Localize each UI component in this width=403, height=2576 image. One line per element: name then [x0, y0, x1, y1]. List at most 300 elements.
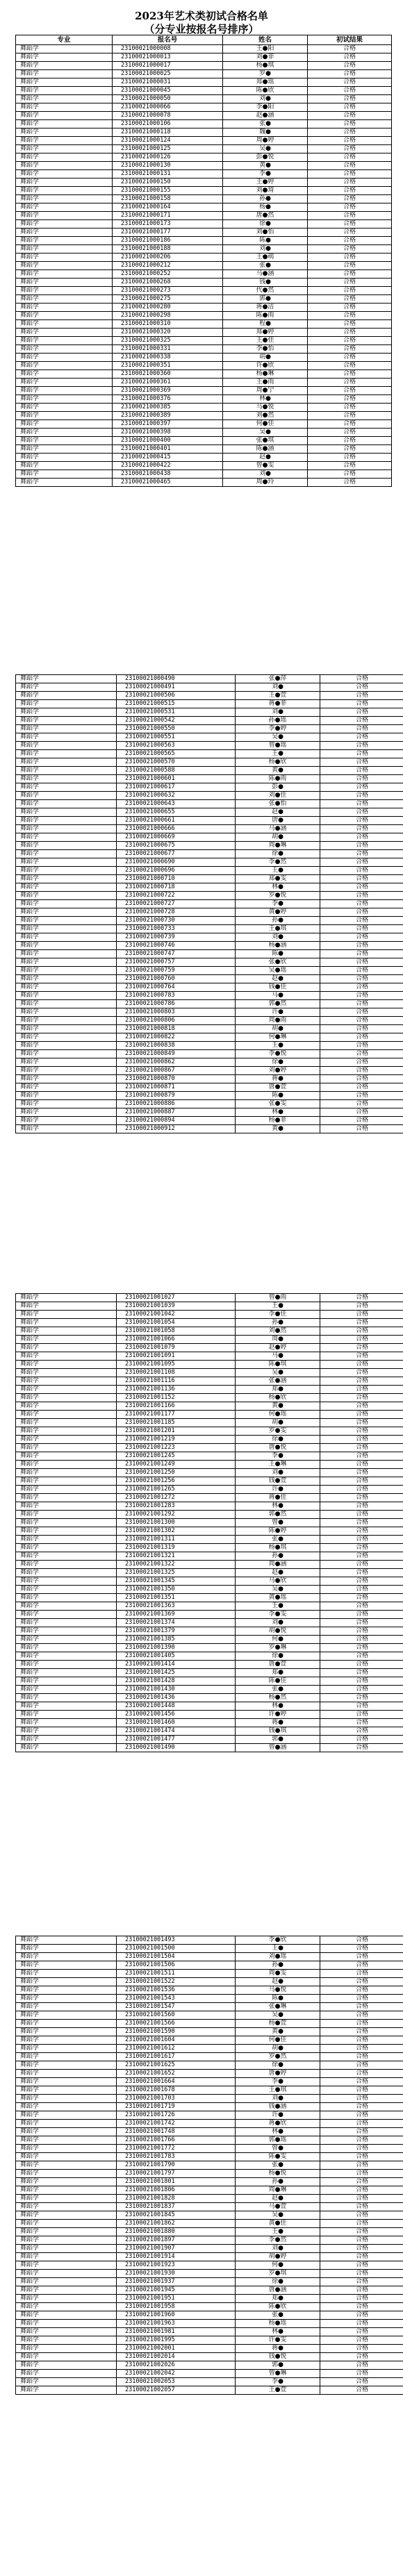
table-row	[16, 1677, 403, 1686]
cell-result: 合格	[320, 1995, 403, 2003]
cell-result: 合格	[320, 2061, 403, 2070]
cell-reg-no: 23100021001185	[117, 1419, 236, 1427]
cell-reg-no: 23100021001930	[117, 2270, 236, 2278]
cell-major: 舞蹈学	[16, 454, 113, 462]
table-row	[16, 1727, 403, 1736]
cell-name: 王●婷	[223, 178, 308, 187]
cell-name: 曾●瑶	[236, 742, 320, 750]
cell-result: 合格	[320, 2111, 403, 2120]
cell-reg-no: 23100021001079	[117, 1344, 236, 1352]
cell-result: 合格	[320, 750, 403, 758]
cell-result: 合格	[320, 2286, 403, 2295]
cell-name: 蒋●	[236, 1719, 320, 1727]
cell-major: 舞蹈学	[16, 462, 113, 470]
cell-result: 合格	[320, 1711, 403, 1719]
cell-result: 合格	[308, 412, 392, 420]
cell-reg-no: 23100021001937	[117, 2278, 236, 2286]
cell-name: 钱●悦	[236, 2353, 320, 2361]
cell-reg-no: 23100021001265	[117, 1486, 236, 1494]
cell-name: 张●	[236, 2311, 320, 2320]
cell-reg-no: 23100021001801	[117, 2178, 236, 2186]
cell-reg-no: 23100021001500	[117, 1945, 236, 1953]
cell-major: 舞蹈学	[16, 1394, 117, 1402]
cell-name: 李●	[223, 170, 308, 178]
table-row	[16, 1486, 403, 1494]
cell-name: 钱●	[223, 279, 308, 287]
cell-reg-no: 23100021000361	[113, 379, 223, 387]
cell-result: 合格	[308, 137, 392, 145]
cell-major: 舞蹈学	[16, 1719, 117, 1727]
cell-result: 合格	[320, 2036, 403, 2045]
cell-major: 舞蹈学	[16, 1083, 117, 1092]
cell-reg-no: 23100021001914	[117, 2253, 236, 2261]
cell-result: 合格	[320, 1970, 403, 1978]
cell-name: 罗●琪	[236, 2270, 320, 2278]
cell-major: 舞蹈学	[16, 725, 117, 733]
table-row	[16, 675, 403, 683]
cell-major: 舞蹈学	[16, 1978, 117, 1986]
cell-major: 舞蹈学	[16, 270, 113, 279]
cell-name: 李●阳	[223, 103, 308, 112]
cell-result: 合格	[320, 1561, 403, 1569]
cell-name: 王●琪	[236, 2086, 320, 2095]
cell-major: 舞蹈学	[16, 1694, 117, 1702]
cell-reg-no: 23100021000696	[117, 867, 236, 875]
cell-result: 合格	[320, 2203, 403, 2211]
cell-name: 陈●	[236, 1995, 320, 2003]
cell-result: 合格	[320, 983, 403, 992]
cell-result: 合格	[308, 345, 392, 354]
cell-major: 舞蹈学	[16, 220, 113, 228]
cell-reg-no: 23100021001390	[117, 1644, 236, 1652]
cell-result: 合格	[320, 1577, 403, 1586]
cell-name: 吴●	[223, 145, 308, 153]
cell-major: 舞蹈学	[16, 145, 113, 153]
cell-reg-no: 23100021001703	[117, 2095, 236, 2103]
table-row	[16, 2245, 403, 2253]
cell-major: 舞蹈学	[16, 1536, 117, 1544]
cell-major: 舞蹈学	[16, 2070, 117, 2078]
cell-result: 合格	[308, 279, 392, 287]
table-row	[16, 270, 392, 279]
cell-name: 黄●婷	[236, 908, 320, 917]
cell-result: 合格	[320, 1536, 403, 1544]
table-row	[16, 220, 392, 228]
cell-major: 舞蹈学	[16, 2220, 117, 2228]
cell-major: 舞蹈学	[16, 1000, 117, 1008]
cell-name: 孙●	[236, 917, 320, 925]
table-row	[16, 1008, 403, 1017]
cell-reg-no: 23100021001066	[117, 1336, 236, 1344]
cell-reg-no: 23100021001219	[117, 1436, 236, 1444]
cell-name: 曾●	[236, 1519, 320, 1527]
cell-major: 舞蹈学	[16, 1727, 117, 1736]
cell-reg-no: 23100021000879	[117, 1092, 236, 1100]
cell-major: 舞蹈学	[16, 1444, 117, 1452]
cell-name: 许●	[236, 1486, 320, 1494]
cell-name: 郭●然	[236, 1000, 320, 1008]
cell-name: 张●	[236, 1686, 320, 1694]
cell-reg-no: 23100021001363	[117, 1602, 236, 1611]
table-row	[16, 1536, 403, 1544]
cell-result: 合格	[320, 850, 403, 858]
cell-name: 罗●琳	[236, 1644, 320, 1652]
cell-reg-no: 23100021000759	[117, 967, 236, 975]
cell-reg-no: 23100021001862	[117, 2220, 236, 2228]
cell-name: 周●	[236, 1336, 320, 1344]
cell-major: 舞蹈学	[16, 692, 117, 700]
cell-major: 舞蹈学	[16, 1953, 117, 1961]
table-row	[16, 825, 403, 833]
table-row	[16, 1744, 403, 1752]
cell-name: 赵●涵	[223, 112, 308, 120]
cell-major: 舞蹈学	[16, 287, 113, 295]
cell-result: 合格	[320, 2320, 403, 2328]
cell-major: 舞蹈学	[16, 395, 113, 404]
table-row	[16, 1427, 403, 1436]
cell-major: 舞蹈学	[16, 675, 117, 683]
cell-name: 黄●	[236, 1402, 320, 1411]
cell-name: 蒋●菲	[236, 700, 320, 708]
cell-reg-no: 23100021000870	[117, 1075, 236, 1083]
cell-major: 舞蹈学	[16, 1336, 117, 1344]
table-row	[16, 195, 392, 203]
cell-major: 舞蹈学	[16, 808, 117, 817]
cell-major: 舞蹈学	[16, 742, 117, 750]
cell-major: 舞蹈学	[16, 1544, 117, 1552]
cell-result: 合格	[320, 1444, 403, 1452]
cell-name: 孙●	[236, 2178, 320, 2186]
table-row	[16, 395, 392, 404]
table-row	[16, 733, 403, 742]
cell-result: 合格	[320, 717, 403, 725]
cell-major: 舞蹈学	[16, 1586, 117, 1594]
cell-major: 舞蹈学	[16, 867, 117, 875]
cell-name: 徐●	[236, 1652, 320, 1661]
table-row	[16, 1100, 403, 1108]
cell-result: 合格	[320, 2128, 403, 2136]
cell-result: 合格	[320, 992, 403, 1000]
cell-result: 合格	[320, 783, 403, 792]
cell-name: 周●玲	[223, 479, 308, 487]
cell-name: 胡●	[223, 354, 308, 362]
cell-result: 合格	[320, 1961, 403, 1970]
table-row	[16, 2136, 403, 2145]
table-row	[16, 1945, 403, 1953]
cell-major: 舞蹈学	[16, 2261, 117, 2270]
cell-reg-no: 23100021001272	[117, 1494, 236, 1502]
cell-result: 合格	[308, 404, 392, 412]
cell-major: 舞蹈学	[16, 708, 117, 717]
cell-reg-no: 23100021001726	[117, 2111, 236, 2120]
cell-major: 舞蹈学	[16, 162, 113, 170]
cell-major: 舞蹈学	[16, 312, 113, 320]
cell-reg-no: 23100021001880	[117, 2228, 236, 2236]
table-row	[16, 1042, 403, 1050]
cell-name: 黄●	[236, 1125, 320, 1133]
cell-result: 合格	[320, 1369, 403, 1377]
cell-name: 李●雯	[236, 1611, 320, 1619]
cell-reg-no: 23100021001490	[117, 1744, 236, 1752]
cell-result: 合格	[308, 304, 392, 312]
cell-result: 合格	[308, 120, 392, 128]
cell-major: 舞蹈学	[16, 1986, 117, 1995]
cell-name: 杨●	[223, 203, 308, 212]
cell-result: 合格	[320, 2103, 403, 2111]
cell-major: 舞蹈学	[16, 1067, 117, 1075]
cell-major: 舞蹈学	[16, 1619, 117, 1627]
cell-reg-no: 23100021000760	[117, 975, 236, 983]
cell-reg-no: 23100021000360	[113, 370, 223, 379]
cell-major: 舞蹈学	[16, 120, 113, 128]
cell-reg-no: 23100021000675	[117, 842, 236, 850]
cell-major: 舞蹈学	[16, 900, 117, 908]
results-table	[15, 1293, 403, 1752]
cell-major: 舞蹈学	[16, 1411, 117, 1419]
cell-reg-no: 23100021001797	[117, 2170, 236, 2178]
cell-name: 周●雯	[236, 1970, 320, 1978]
column-header-name: 姓名	[223, 35, 308, 45]
cell-name: 蒋●佳	[236, 1494, 320, 1502]
cell-reg-no: 23100021001981	[117, 2328, 236, 2336]
cell-major: 舞蹈学	[16, 1686, 117, 1694]
table-row	[16, 379, 392, 387]
cell-name: 赵●	[236, 2195, 320, 2203]
cell-result: 合格	[320, 1125, 403, 1133]
cell-result: 合格	[320, 1945, 403, 1953]
cell-reg-no: 23100021000124	[113, 137, 223, 145]
cell-name: 张●	[236, 2161, 320, 2170]
table-row	[16, 337, 392, 345]
cell-name: 吴●	[236, 2011, 320, 2020]
cell-reg-no: 23100021000491	[117, 683, 236, 692]
cell-name: 杨●瑶	[236, 2320, 320, 2328]
cell-result: 合格	[320, 833, 403, 842]
cell-name: 胡●	[236, 2045, 320, 2053]
cell-major: 舞蹈学	[16, 45, 113, 53]
cell-result: 合格	[320, 2170, 403, 2178]
cell-major: 舞蹈学	[16, 370, 113, 379]
table-row	[16, 1377, 403, 1386]
cell-result: 合格	[308, 370, 392, 379]
cell-name: 马●萱	[236, 2203, 320, 2211]
cell-name: 王●	[236, 867, 320, 875]
table-row	[16, 1000, 403, 1008]
cell-name: 周●宁	[223, 387, 308, 395]
cell-result: 合格	[308, 187, 392, 195]
table-row	[16, 2386, 403, 2395]
cell-name: 吴●	[236, 2211, 320, 2220]
cell-result: 合格	[320, 1419, 403, 1427]
cell-name: 徐●	[236, 2278, 320, 2286]
cell-major: 舞蹈学	[16, 1711, 117, 1719]
cell-major: 舞蹈学	[16, 128, 113, 137]
cell-reg-no: 23100021000131	[113, 170, 223, 178]
cell-reg-no: 23100021000298	[113, 312, 223, 320]
table-row	[16, 1986, 403, 1995]
table-row	[16, 1461, 403, 1469]
table-row	[16, 2070, 403, 2078]
cell-reg-no: 23100021001790	[117, 2161, 236, 2170]
table-row	[16, 1702, 403, 1711]
cell-result: 合格	[320, 2078, 403, 2086]
cell-major: 舞蹈学	[16, 2028, 117, 2036]
cell-major: 舞蹈学	[16, 950, 117, 958]
table-row	[16, 1452, 403, 1461]
cell-reg-no: 23100021001042	[117, 1311, 236, 1319]
cell-reg-no: 23100021001923	[117, 2261, 236, 2270]
cell-reg-no: 23100021001091	[117, 1352, 236, 1361]
table-row	[16, 2270, 403, 2278]
table-row	[16, 162, 392, 170]
cell-name: 周●雨	[236, 1017, 320, 1025]
cell-name: 郑●	[236, 1669, 320, 1677]
cell-name: 刘●	[236, 708, 320, 717]
column-header-reg-no: 报名号	[113, 35, 223, 45]
cell-reg-no: 23100021002001	[117, 2345, 236, 2353]
cell-major: 舞蹈学	[16, 2253, 117, 2261]
cell-result: 合格	[320, 1953, 403, 1961]
table-row	[16, 783, 403, 792]
cell-reg-no: 23100021001283	[117, 1502, 236, 1511]
table-row	[16, 2120, 403, 2128]
cell-reg-no: 23100021000118	[113, 128, 223, 137]
table-row	[16, 387, 392, 395]
cell-result: 合格	[320, 1602, 403, 1611]
cell-reg-no: 23100021001351	[117, 1594, 236, 1602]
cell-result: 合格	[320, 2045, 403, 2053]
cell-name: 马●涵	[223, 270, 308, 279]
cell-result: 合格	[320, 1427, 403, 1436]
cell-name: 李●佳	[236, 1311, 320, 1319]
cell-major: 舞蹈学	[16, 1636, 117, 1644]
cell-major: 舞蹈学	[16, 758, 117, 767]
cell-result: 合格	[308, 70, 392, 78]
cell-result: 合格	[308, 437, 392, 445]
cell-result: 合格	[320, 1092, 403, 1100]
cell-result: 合格	[320, 2228, 403, 2236]
cell-reg-no: 23100021001095	[117, 1361, 236, 1369]
table-row	[16, 1644, 403, 1652]
cell-major: 舞蹈学	[16, 1611, 117, 1619]
cell-name: 马●欣	[236, 1577, 320, 1586]
table-row	[16, 708, 403, 717]
cell-reg-no: 23100021001664	[117, 2078, 236, 2086]
cell-name: 杨●琪	[223, 62, 308, 70]
cell-major: 舞蹈学	[16, 1469, 117, 1477]
cell-name: 黄●	[236, 767, 320, 775]
table-row	[16, 462, 392, 470]
cell-name: 李●然	[236, 2236, 320, 2245]
cell-result: 合格	[320, 1936, 403, 1945]
cell-result: 合格	[320, 1669, 403, 1677]
cell-major: 舞蹈学	[16, 2153, 117, 2161]
table-row	[16, 1336, 403, 1344]
cell-name: 吴●瑶	[236, 967, 320, 975]
cell-name: 张●欣	[236, 958, 320, 967]
cell-reg-no: 23100021001995	[117, 2336, 236, 2345]
cell-result: 合格	[320, 1336, 403, 1344]
cell-major: 舞蹈学	[16, 2295, 117, 2303]
table-row	[16, 2086, 403, 2095]
table-row	[16, 112, 392, 120]
cell-major: 舞蹈学	[16, 1594, 117, 1602]
cell-reg-no: 23100021001547	[117, 2003, 236, 2011]
cell-result: 合格	[320, 2378, 403, 2386]
cell-reg-no: 23100021001425	[117, 1669, 236, 1677]
cell-major: 舞蹈学	[16, 842, 117, 850]
table-row	[16, 2061, 403, 2070]
cell-reg-no: 23100021000669	[117, 833, 236, 842]
cell-result: 合格	[320, 2211, 403, 2220]
cell-name: 钱●萱	[236, 1477, 320, 1486]
table-row	[16, 2036, 403, 2045]
cell-reg-no: 23100021001963	[117, 2320, 236, 2328]
cell-result: 合格	[320, 1544, 403, 1552]
table-row	[16, 1569, 403, 1577]
cell-major: 舞蹈学	[16, 792, 117, 800]
cell-major: 舞蹈学	[16, 2286, 117, 2295]
cell-result: 合格	[308, 320, 392, 329]
cell-reg-no: 23100021000125	[113, 145, 223, 153]
cell-reg-no: 23100021001652	[117, 2070, 236, 2078]
cell-result: 合格	[308, 237, 392, 245]
cell-reg-no: 23100021000173	[113, 220, 223, 228]
cell-result: 合格	[320, 1586, 403, 1594]
cell-major: 舞蹈学	[16, 1461, 117, 1469]
cell-reg-no: 23100021000838	[117, 1042, 236, 1050]
cell-reg-no: 23100021000438	[113, 470, 223, 479]
cell-major: 舞蹈学	[16, 195, 113, 203]
table-row	[16, 312, 392, 320]
table-row	[16, 2153, 403, 2161]
cell-reg-no: 23100021001951	[117, 2295, 236, 2303]
cell-reg-no: 23100021000331	[113, 345, 223, 354]
cell-major: 舞蹈学	[16, 700, 117, 708]
table-row	[16, 120, 392, 128]
cell-reg-no: 23100021002053	[117, 2378, 236, 2386]
cell-name: 陈●佳	[236, 1677, 320, 1686]
cell-major: 舞蹈学	[16, 170, 113, 178]
cell-major: 舞蹈学	[16, 345, 113, 354]
cell-major: 舞蹈学	[16, 1050, 117, 1058]
cell-result: 合格	[308, 162, 392, 170]
cell-name: 郑●	[236, 2295, 320, 2303]
cell-result: 合格	[320, 1025, 403, 1033]
table-row	[16, 2111, 403, 2120]
cell-result: 合格	[308, 103, 392, 112]
cell-major: 舞蹈学	[16, 245, 113, 254]
cell-result: 合格	[320, 1083, 403, 1092]
cell-name: 吴●	[236, 733, 320, 742]
cell-reg-no: 23100021001108	[117, 1369, 236, 1377]
table-row	[16, 1936, 403, 1945]
cell-reg-no: 23100021000369	[113, 387, 223, 395]
table-row	[16, 1017, 403, 1025]
table-row	[16, 925, 403, 933]
table-row	[16, 2286, 403, 2295]
cell-name: 徐●	[236, 850, 320, 858]
cell-reg-no: 23100021001448	[117, 1702, 236, 1711]
table-row	[16, 2128, 403, 2136]
cell-reg-no: 23100021001414	[117, 1661, 236, 1669]
cell-name: 李●	[236, 2078, 320, 2086]
cell-name: 王●琳	[236, 1461, 320, 1469]
cell-reg-no: 23100021000728	[117, 908, 236, 917]
table-row	[16, 1736, 403, 1744]
cell-name: 郭●然	[236, 1511, 320, 1519]
cell-reg-no: 23100021001311	[117, 1536, 236, 1544]
